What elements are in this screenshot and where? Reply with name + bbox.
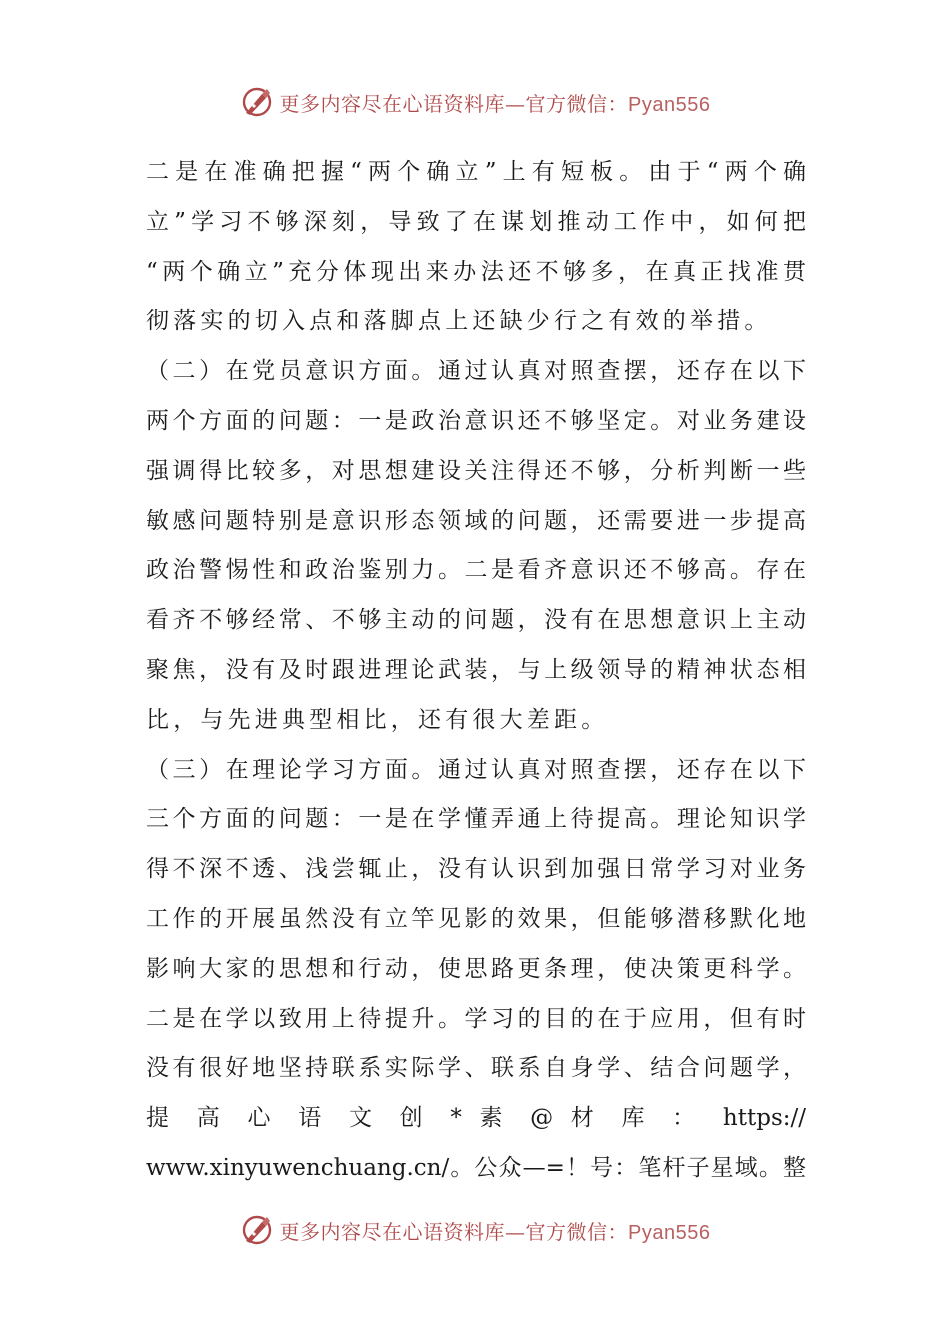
wechat-id: Pyan556 xyxy=(628,1221,711,1244)
pen-nib-logo-icon xyxy=(240,1213,274,1247)
text-line: “两个确立”充分体现出来办法还不够多，在真正找准贯 xyxy=(146,258,806,285)
text-line: 提 高 心 语 文 创 * 素 @ 材 库 ： https:// xyxy=(146,1105,806,1132)
text-line: （三）在理论学习方面。通过认真对照查摆，还存在以下 xyxy=(146,756,806,783)
text-line: 二是在学以致用上待提升。学习的目的在于应用，但有时 xyxy=(146,1005,806,1032)
header-banner xyxy=(0,82,950,122)
text-line: 敏感问题特别是意识形态领域的问题，还需要进一步提高 xyxy=(146,507,806,534)
text-line: 聚焦，没有及时跟进理论武装，与上级领导的精神状态相 xyxy=(146,656,806,683)
text-line: 二是在准确把握“两个确立”上有短板。由于“两个确 xyxy=(146,159,806,185)
text-line: 三个方面的问题：一是在学懂弄通上待提高。理论知识学 xyxy=(146,806,806,833)
text-line: 政治警惕性和政治鉴别力。二是看齐意识还不够高。存在 xyxy=(146,557,806,584)
banner-text xyxy=(280,1216,711,1245)
text-line: www.xinyuwenchuang.cn/。公众—=！号：笔杆子星域。整 xyxy=(146,1154,806,1181)
text-line: （二）在党员意识方面。通过认真对照查摆，还存在以下 xyxy=(146,358,806,385)
document-body xyxy=(146,148,806,1194)
text-line: 比，与先进典型相比，还有很大差距。 xyxy=(146,706,609,733)
text-line: 看齐不够经常、不够主动的问题，没有在思想意识上主动 xyxy=(146,607,806,634)
banner-label: 更多内容尽在心语资料库—官方微信： xyxy=(279,91,629,116)
text-line: 彻落实的切入点和落脚点上还缺少行之有效的举措。 xyxy=(146,308,772,335)
pen-nib-logo-icon xyxy=(240,85,274,119)
text-line: 立”学习不够深刻，导致了在谋划推动工作中，如何把 xyxy=(146,208,806,235)
text-line: 得不深不透、浅尝辄止，没有认识到加强日常学习对业务 xyxy=(146,856,806,883)
footer-banner xyxy=(0,1210,950,1250)
text-line: 两个方面的问题：一是政治意识还不够坚定。对业务建设 xyxy=(146,407,806,434)
banner-text xyxy=(280,88,711,117)
text-line: 工作的开展虽然没有立竿见影的效果，但能够潜移默化地 xyxy=(146,905,806,932)
banner-label: 更多内容尽在心语资料库—官方微信： xyxy=(279,1219,629,1244)
text-line: 影响大家的思想和行动，使思路更条理，使决策更科学。 xyxy=(146,955,806,982)
text-line: 强调得比较多，对思想建设关注得还不够，分析判断一些 xyxy=(146,457,806,484)
text-line: 没有很好地坚持联系实际学、联系自身学、结合问题学， xyxy=(146,1055,806,1082)
wechat-id: Pyan556 xyxy=(628,93,711,116)
